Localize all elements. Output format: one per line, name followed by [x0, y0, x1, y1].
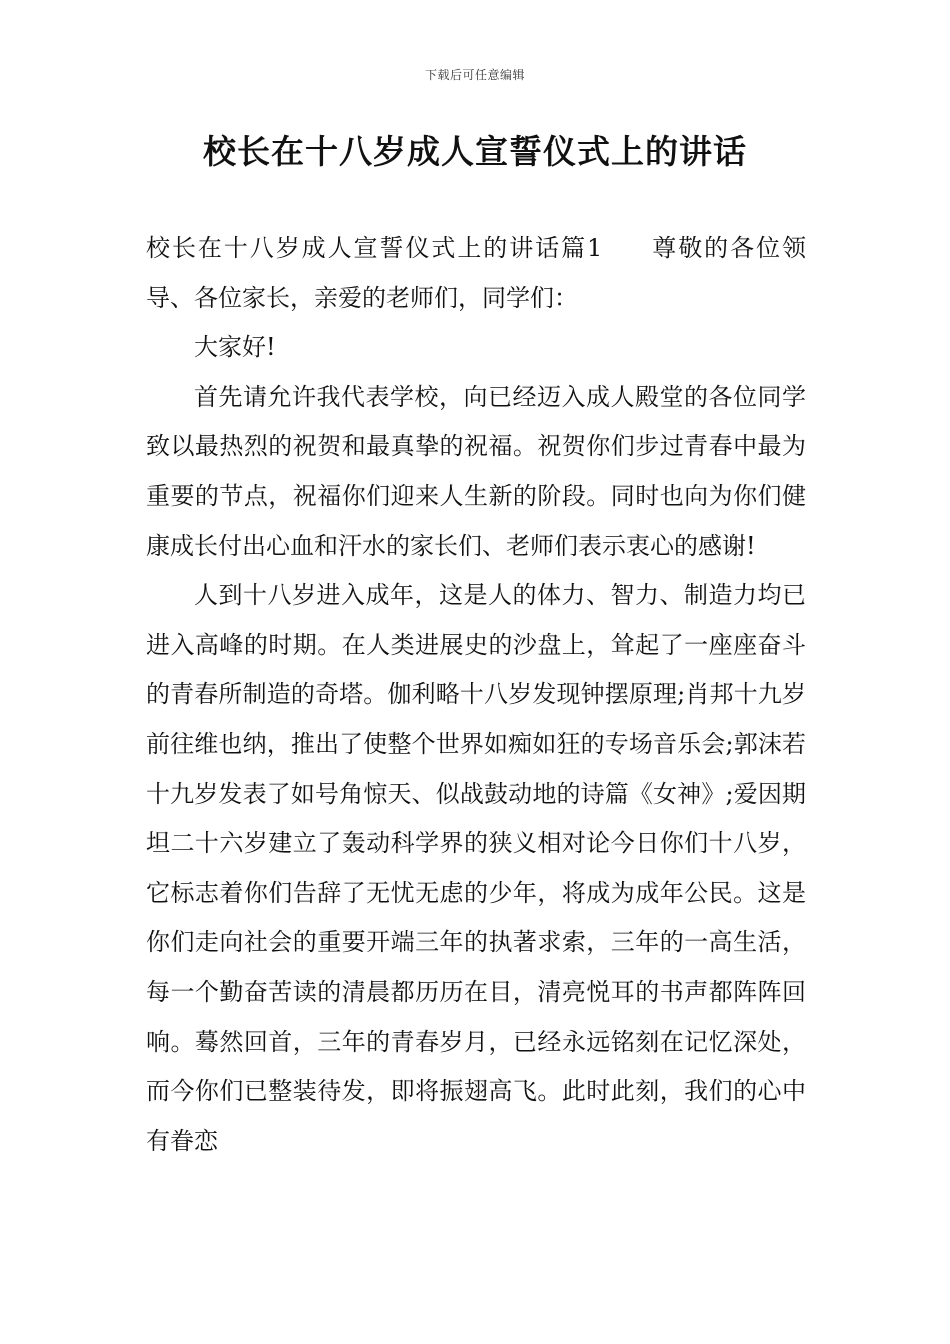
- paragraph-greeting: 大家好!: [194, 333, 276, 362]
- paragraph-adulthood: 人到十八岁进入成年，这是人的体力、智力、制造力均已进入高峰的时期。在人类进展史的沙盘上，耸起了一座座奋斗的青春所制造的奇塔。伽利略十八岁发现钟摆原理;肖邦十九岁前往维也纳，推出了使整个世界如痴如狂的专场音乐会;郭沫若十九岁发表了如号角惊天、似战鼓动地的诗篇《女神》;爱因期坦二十六岁建立了轰动科学界的狭义相对论今日你们十八岁，它标志着你们告辞了无忧无虑的少年，将成为成年公民。这是你们走向社会的重要开端三年的执著求索，三年的一高生活，每一个勤奋苦读的清晨都历历在目，清亮悦耳的书声都阵阵回响。蓦然回首，三年的青春岁月，已经永远铭刻在记忆深处，而今你们已整装待发，即将振翅高飞。此时此刻，我们的心中有眷恋: [146, 581, 806, 1155]
- opening-paragraph: [146, 224, 806, 323]
- document-title: 校长在十八岁成人宣誓仪式上的讲话: [203, 132, 747, 171]
- salutation: 尊敬的各位领导、各位家长，亲爱的老师们，同学们：: [146, 234, 806, 312]
- document-body: [146, 224, 806, 1166]
- paragraph-congratulations: 首先请允许我代表学校，向已经迈入成人殿堂的各位同学致以最热烈的祝贺和最真挚的祝福。祝贺你们步过青春中最为重要的节点，祝福你们迎来人生新的阶段。同时也向为你们健康成长付出心血和汗水的家长们、老师们表示衷心的感谢!: [146, 382, 806, 560]
- section-heading: 校长在十八岁成人宣誓仪式上的讲话篇1: [146, 234, 603, 262]
- header-note: 下载后可任意编辑: [424, 68, 525, 82]
